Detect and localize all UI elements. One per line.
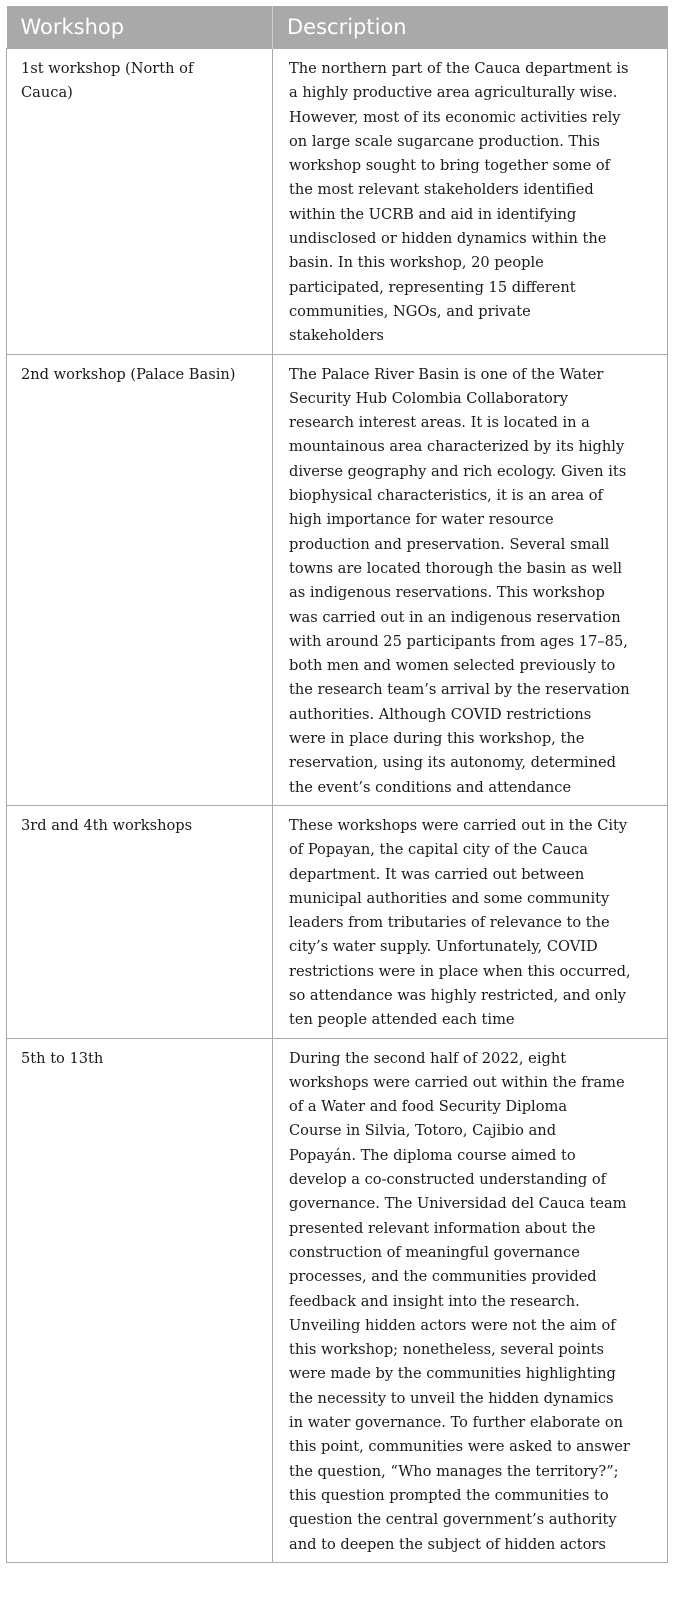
description-line: the question, “Who manages the territory?”; (289, 1462, 619, 1480)
workshop-line: Cauca) (21, 84, 73, 102)
description-line: authorities. Although COVID restrictions (289, 705, 592, 723)
description-line: towns are located thorough the basin as well (289, 559, 623, 577)
description-line: restrictions were in place when this occurred, (289, 962, 631, 980)
description-line: within the UCRB and aid in identifying (289, 205, 577, 223)
description-cell (273, 354, 668, 805)
header-description: Description (273, 6, 668, 49)
description-line: high importance for water resource (289, 511, 554, 529)
description-line: diverse geography and rich ecology. Given its (289, 462, 627, 480)
description-line: this question prompted the communities to (289, 1486, 609, 1504)
description-line: workshop sought to bring together some of (289, 157, 611, 175)
workshop-cell (7, 49, 273, 355)
description-line: basin. In this workshop, 20 people (289, 254, 544, 272)
description-line: this workshop; nonetheless, several points (289, 1341, 604, 1359)
workshop-line: 1st workshop (North of (21, 60, 194, 77)
description-line: so attendance was highly restricted, and only (289, 986, 627, 1004)
workshop-table (6, 6, 668, 1563)
description-line: leaders from tributaries of relevance to the (289, 914, 610, 932)
workshop-line: 5th to 13th (21, 1049, 104, 1067)
description-line: the most relevant stakeholders identified (289, 181, 594, 199)
description-line: the research team’s arrival by the reservation (289, 681, 630, 699)
description-line: Popayán. The diploma course aimed to (289, 1146, 576, 1164)
description-line: of Popayan, the capital city of the Cauca (289, 841, 588, 859)
table-row (7, 1038, 668, 1562)
header-row (7, 6, 668, 49)
description-line: on large scale sugarcane production. This (289, 132, 600, 150)
description-line: question the central government’s authority (289, 1511, 617, 1529)
description-line: processes, and the communities provided (289, 1268, 597, 1286)
description-cell (273, 805, 668, 1038)
description-line: However, most of its economic activities rely (289, 108, 621, 126)
description-line: develop a co-constructed understanding of (289, 1171, 607, 1189)
description-line: construction of meaningful governance (289, 1243, 580, 1261)
description-line: was carried out in an indigenous reservation (289, 608, 621, 626)
table-body (7, 49, 668, 1563)
workshop-cell (7, 805, 273, 1038)
workshop-table-container (6, 6, 667, 1563)
description-line: communities, NGOs, and private (289, 302, 531, 320)
description-line: mountainous area characterized by its highly (289, 438, 625, 456)
description-line: stakeholders (289, 327, 384, 345)
description-line: were in place during this workshop, the (289, 730, 585, 748)
description-line: with around 25 participants from ages 17–85, (289, 632, 628, 650)
description-cell (273, 1038, 668, 1562)
description-line: department. It was carried out between (289, 865, 585, 883)
workshop-line: 3rd and 4th workshops (21, 816, 193, 834)
description-line: These workshops were carried out in the City (289, 816, 628, 834)
workshop-cell (7, 354, 273, 805)
description-line: both men and women selected previously to (289, 657, 616, 675)
workshop-line: 2nd workshop (Palace Basin) (21, 365, 236, 383)
table-row (7, 49, 668, 355)
description-line: undisclosed or hidden dynamics within the (289, 230, 607, 248)
description-line: workshops were carried out within the frame (289, 1073, 625, 1091)
description-cell (273, 49, 668, 355)
description-line: and to deepen the subject of hidden actors (289, 1535, 606, 1553)
description-line: as indigenous reservations. This workshop (289, 584, 605, 602)
table-row (7, 805, 668, 1038)
table-row (7, 354, 668, 805)
description-line: The northern part of the Cauca department is (289, 60, 629, 77)
description-line: governance. The Universidad del Cauca team (289, 1195, 627, 1213)
description-line: Security Hub Colombia Collaboratory (289, 389, 568, 407)
header-workshop: Workshop (7, 6, 273, 49)
description-line: presented relevant information about the (289, 1219, 596, 1237)
description-line: feedback and insight into the research. (289, 1292, 580, 1310)
description-line: The Palace River Basin is one of the Water (289, 365, 604, 383)
description-line: the necessity to unveil the hidden dynamics (289, 1389, 614, 1407)
description-line: production and preservation. Several small (289, 535, 610, 553)
description-line: biophysical characteristics, it is an area of (289, 487, 603, 505)
description-line: reservation, using its autonomy, determined (289, 754, 616, 772)
description-line: ten people attended each time (289, 1011, 515, 1029)
description-line: Unveiling hidden actors were not the aim of (289, 1316, 616, 1334)
description-line: the event’s conditions and attendance (289, 778, 572, 796)
description-line: this point, communities were asked to answer (289, 1438, 630, 1456)
description-line: During the second half of 2022, eight (289, 1049, 567, 1067)
workshop-cell (7, 1038, 273, 1562)
description-line: in water governance. To further elaborate on (289, 1414, 624, 1432)
description-line: were made by the communities highlighting (289, 1365, 616, 1383)
description-line: Course in Silvia, Totoro, Cajibio and (289, 1122, 557, 1140)
table-header (7, 6, 668, 49)
description-line: participated, representing 15 different (289, 278, 576, 296)
description-line: city’s water supply. Unfortunately, COVID (289, 938, 598, 956)
description-line: municipal authorities and some community (289, 889, 610, 907)
description-line: research interest areas. It is located in a (289, 414, 590, 432)
description-line: a highly productive area agriculturally wise. (289, 84, 618, 102)
description-line: of a Water and food Security Diploma (289, 1098, 568, 1116)
